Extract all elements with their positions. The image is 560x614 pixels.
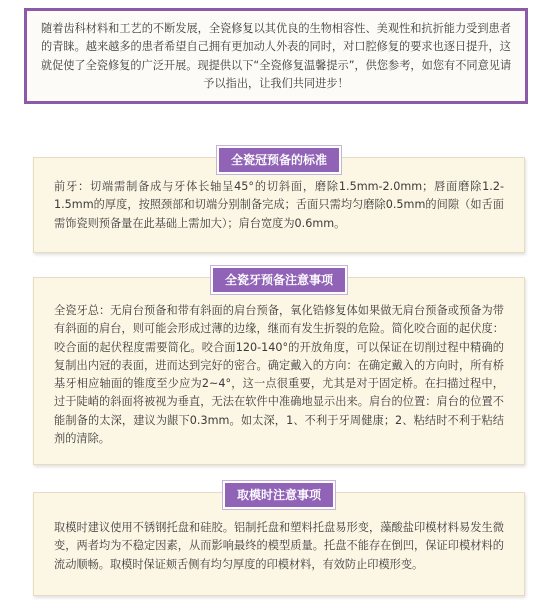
section-title: 全瓷冠预备的标准	[217, 146, 341, 174]
section-text: 全瓷牙总：无肩台预备和带有斜面的肩台预备，氧化锆修复体如果做无肩台预备或预备为带有斜面的肩台，则可能会形成过薄的边缘，继而有发生折裂的危险。简化咬合面的起伏度：咬合面的起伏程度需要简化。咬合面120-140°的开放角度，可以保证在切削过程中精确的复制出内冠的表面，进而达到完好的密合。确定戴入的方向：在确定戴入的方向时，所有桥基牙相应轴面的锥度至少应为2~4°，这一点很重要，尤其是对于固定桥。在扫描过程中，过于陡峭的斜面将被视为垂直，无法在软件中准确地显示出来。肩台的位置：肩台的位置不能制备的太深，建议为龈下0.3mm。如太深，1、不利于牙周健康；2、粘结时不利于粘结剂的清除。	[54, 304, 504, 446]
section-preparation-precautions	[33, 273, 525, 465]
section-text: 前牙：切端需制备成与牙体长轴呈45°的切斜面，磨除1.5mm-2.0mm；唇面磨除1.2-1.5mm的厚度，按照颈部和切端分别制备完成；舌面只需均匀磨除0.5mm的间隙（如舌面需饰瓷则预备量在此基础上需加大）；肩台宽度为0.6mm。	[54, 180, 504, 230]
intro-box	[24, 8, 528, 104]
section-text: 取模时建议使用不锈钢托盘和硅胶。铝制托盘和塑料托盘易形变，藻酸盐印模材料易发生微变，两者均为不稳定因素，从而影响最终的模型质量。托盘不能存在倒凹，保证印模材料的流动顺畅。取模时保证颊舌侧有均匀厚度的印模材料，有效防止印模形变。	[54, 521, 504, 571]
section-impression-precautions	[33, 488, 525, 596]
section-title: 全瓷牙预备注意事项	[211, 266, 347, 294]
section-title: 取模时注意事项	[223, 481, 335, 509]
intro-text: 随着齿科材料和工艺的不断发展，全瓷修复以其优良的生物相容性、美观性和抗折能力受到患者的青睐。越来越多的患者希望自己拥有更加动人外表的同时，对口腔修复的要求也逐日提升，这就促使了全瓷修复的广泛开展。现提供以下“全瓷修复温馨提示”，供您参考，如您有不同意见请予以指出，让我们共同进步！	[40, 22, 512, 91]
section-crown-preparation-standards	[33, 153, 525, 253]
